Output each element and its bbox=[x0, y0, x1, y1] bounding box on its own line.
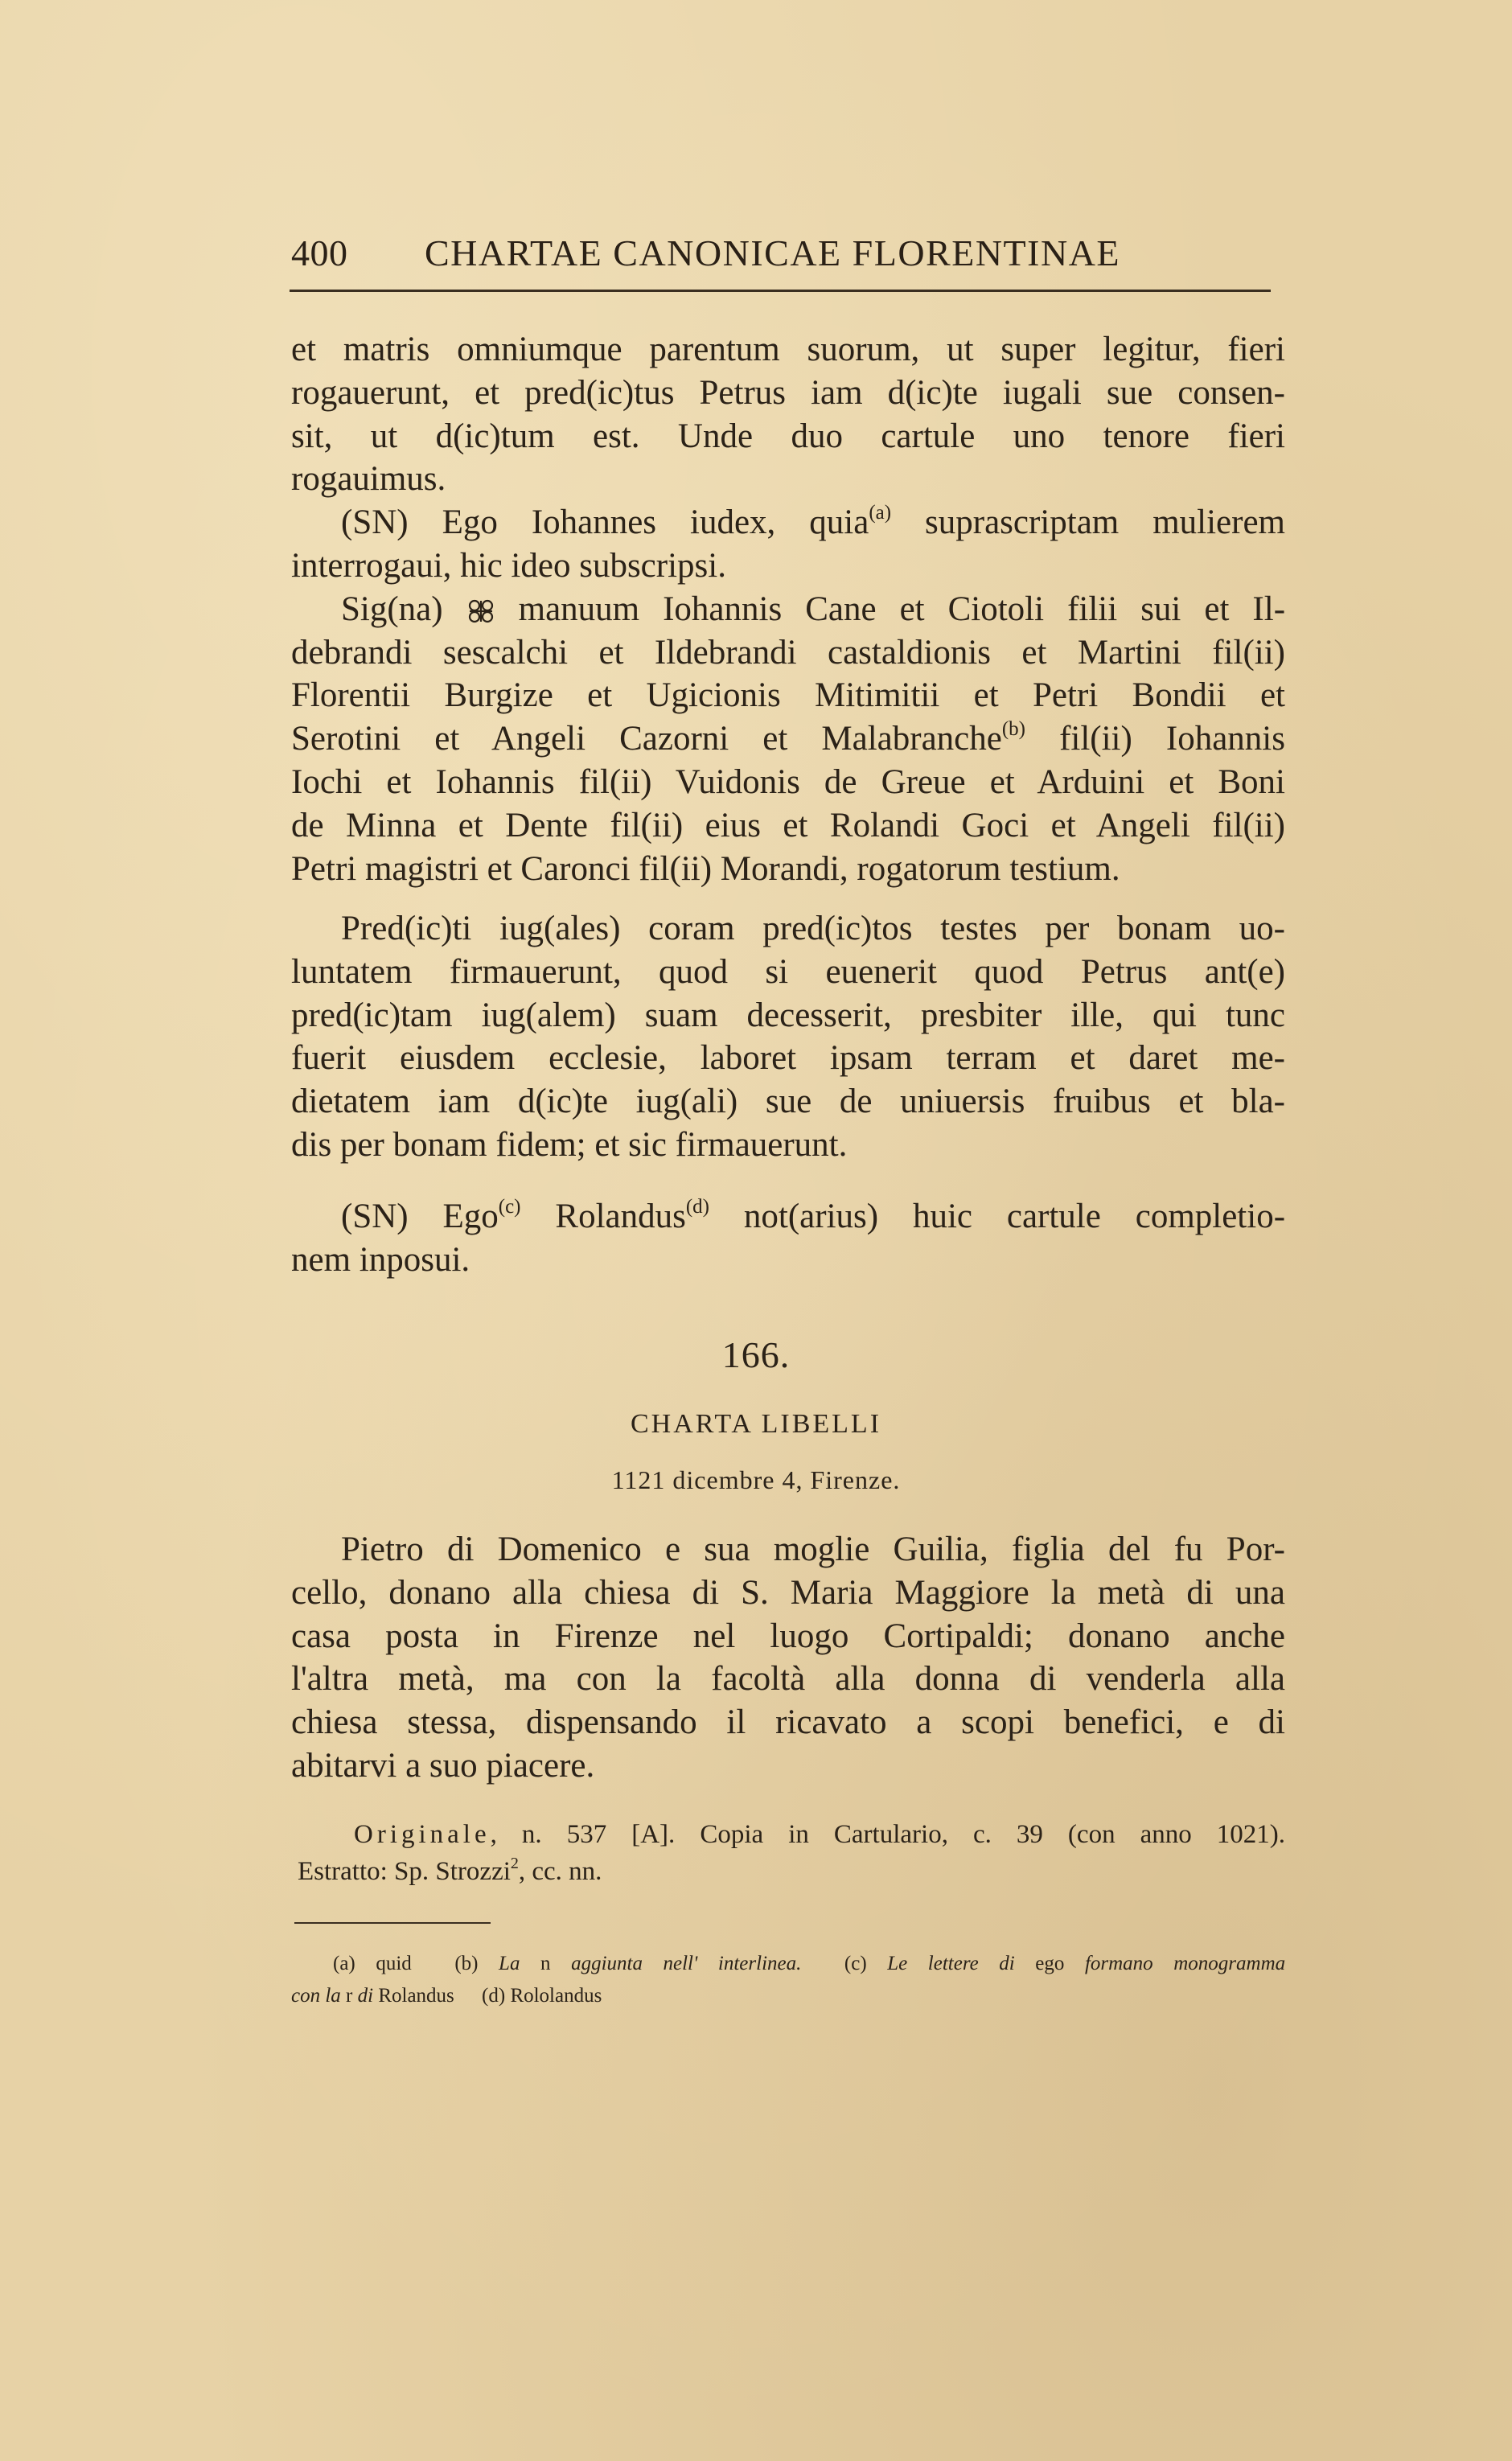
notary-line bbox=[291, 1195, 1285, 1239]
footnote-ref-d: (d) bbox=[685, 1196, 710, 1218]
charter-text-block-2 bbox=[291, 907, 1285, 1167]
text-line: Iochi et Iohannis fil(ii) Vuidonis de Greue et Arduini et Boni bbox=[291, 762, 1285, 801]
estratto-sup: 2 bbox=[510, 1855, 519, 1872]
footnote-line bbox=[291, 1980, 1285, 2012]
footnote-text: Rololandus bbox=[510, 1985, 602, 2007]
summary-line: l'altra metà, ma con la facoltà alla donna di venderla alla bbox=[291, 1660, 1285, 1699]
footnote-text: formano monogramma bbox=[1084, 1953, 1286, 1974]
footnote-ref-b: (b) bbox=[1001, 718, 1025, 741]
text-line: Florentii Burgize et Ugicionis Mitimitii et Petri Bondii et bbox=[291, 676, 1285, 715]
notary-text: not(arius) huic cartule completio- bbox=[709, 1198, 1286, 1235]
footnote-line bbox=[333, 1948, 1285, 1980]
footnote-a bbox=[333, 1953, 412, 1974]
source-line bbox=[354, 1816, 1285, 1853]
text-line: rogauerunt, et pred(ic)tus Petrus iam d(ic)te iugali sue consen- bbox=[291, 373, 1285, 412]
signum-cross-icon bbox=[466, 599, 495, 623]
text-line: Pred(ic)ti iug(ales) coram pred(ic)tos testes per bonam uo- bbox=[341, 910, 1285, 947]
document-title: CHARTA LIBELLI bbox=[630, 1409, 882, 1439]
footnote-rule bbox=[294, 1922, 491, 1924]
page-number: 400 bbox=[291, 232, 348, 273]
summary-line: casa posta in Firenze nel luogo Cortipaldi; donano anche bbox=[291, 1617, 1285, 1655]
footnote-label: (b) bbox=[454, 1953, 479, 1974]
footnote-text: aggiunta nell' interlinea. bbox=[571, 1953, 802, 1974]
notary-text: (SN) Ego bbox=[341, 1198, 499, 1235]
page-header bbox=[290, 232, 1271, 293]
witness-line bbox=[291, 717, 1285, 761]
witness-text: Serotini et Angeli Cazorni et Malabranche bbox=[291, 720, 1002, 758]
footnote-label: (c) bbox=[844, 1953, 867, 1974]
footnote-ref-c: (c) bbox=[498, 1196, 521, 1218]
footnote-text: La bbox=[499, 1953, 520, 1974]
summary-line: Pietro di Domenico e sua moglie Guilia, figlia del fu Por- bbox=[341, 1530, 1285, 1568]
text-line: interrogaui, hic ideo subscripsi. bbox=[291, 546, 726, 585]
text-line: fuerit eiusdem ecclesie, laboret ipsam terram et daret me- bbox=[291, 1039, 1285, 1078]
charter-text-block-1 bbox=[291, 328, 1285, 890]
copia-ref: Copia in Cartulario, c. 39 (con anno 1021). bbox=[700, 1820, 1286, 1849]
document-date: 1121 dicembre 4, Firenze. bbox=[611, 1465, 901, 1494]
footnote-text: r bbox=[346, 1985, 353, 2007]
footnote-ref-a: (a) bbox=[869, 502, 892, 524]
subscription-text: (SN) Ego Iohannes iudex, quia bbox=[341, 503, 869, 542]
source-tradition bbox=[298, 1816, 1286, 1890]
footnote-c bbox=[844, 1953, 1285, 1974]
estratto-ref: , cc. nn. bbox=[518, 1857, 602, 1886]
footnote-d bbox=[482, 1985, 602, 2007]
text-line: sit, ut d(ic)tum est. Unde duo cartule uno tenore fieri bbox=[291, 417, 1285, 455]
witness-text: manuum Iohannis Cane et Ciotoli filii sui et Il- bbox=[518, 590, 1286, 628]
document-summary bbox=[291, 1528, 1285, 1788]
footnote-text: di bbox=[357, 1985, 374, 2007]
footnotes bbox=[291, 1948, 1286, 2012]
footnote-b bbox=[454, 1953, 801, 1974]
running-title: CHARTAE CANONICAE FLORENTINAE bbox=[425, 232, 1121, 273]
document-number: 166. bbox=[721, 1334, 791, 1375]
header-rule bbox=[290, 290, 1271, 292]
witness-text: fil(ii) Iohannis bbox=[1025, 720, 1285, 758]
subscription-line bbox=[291, 501, 1285, 544]
footnote-label: (d) bbox=[482, 1985, 506, 2007]
footnote-text: Rolandus bbox=[378, 1985, 454, 2007]
witness-line bbox=[291, 588, 1285, 631]
summary-line: abitarvi a suo piacere. bbox=[291, 1746, 595, 1785]
originale-ref: , n. 537 [A]. bbox=[490, 1820, 676, 1849]
summary-line: cello, donano alla chiesa di S. Maria Maggiore la metà di una bbox=[291, 1573, 1285, 1612]
text-line: rogauimus. bbox=[291, 460, 446, 499]
footnote-label: (a) bbox=[333, 1953, 355, 1974]
footnote-text: n bbox=[540, 1953, 551, 1974]
text-line: Petri magistri et Caronci fil(ii) Morandi, rogatorum testium. bbox=[291, 849, 1120, 888]
text-line: debrandi sescalchi et Ildebrandi castaldionis et Martini fil(ii) bbox=[291, 633, 1285, 672]
notary-subscription bbox=[291, 1195, 1285, 1282]
footnote-text: quid bbox=[376, 1953, 412, 1974]
originale-label: Originale bbox=[354, 1820, 491, 1849]
text-line: luntatem firmauerunt, quod si euenerit quod Petrus ant(e) bbox=[291, 952, 1285, 991]
summary-line: chiesa stessa, dispensando il ricavato a scopi benefici, e di bbox=[291, 1703, 1285, 1742]
estratto-ref: Estratto: Sp. Strozzi bbox=[298, 1857, 511, 1886]
footnote-text: con la bbox=[291, 1985, 341, 2007]
text-line: pred(ic)tam iug(alem) suam decesserit, presbiter ille, qui tunc bbox=[291, 996, 1285, 1034]
notary-text: Rolandus bbox=[520, 1198, 686, 1235]
text-line: nem inposui. bbox=[291, 1240, 470, 1279]
text-line: de Minna et Dente fil(ii) eius et Rolandi Goci et Angeli fil(ii) bbox=[291, 806, 1285, 844]
footnote-text: ego bbox=[1035, 1953, 1065, 1974]
text-line: et matris omniumque parentum suorum, ut super legitur, fieri bbox=[291, 331, 1285, 368]
signa-text: Sig(na) bbox=[341, 590, 443, 628]
text-line: dis per bonam fidem; et sic firmauerunt. bbox=[291, 1125, 848, 1164]
footnote-text: Le lettere di bbox=[887, 1953, 1015, 1974]
text-line: dietatem iam d(ic)te iug(ali) sue de uniuersis fruibus et bla- bbox=[291, 1083, 1285, 1121]
source-line bbox=[298, 1853, 1285, 1890]
subscription-text: suprascriptam mulierem bbox=[891, 503, 1285, 542]
